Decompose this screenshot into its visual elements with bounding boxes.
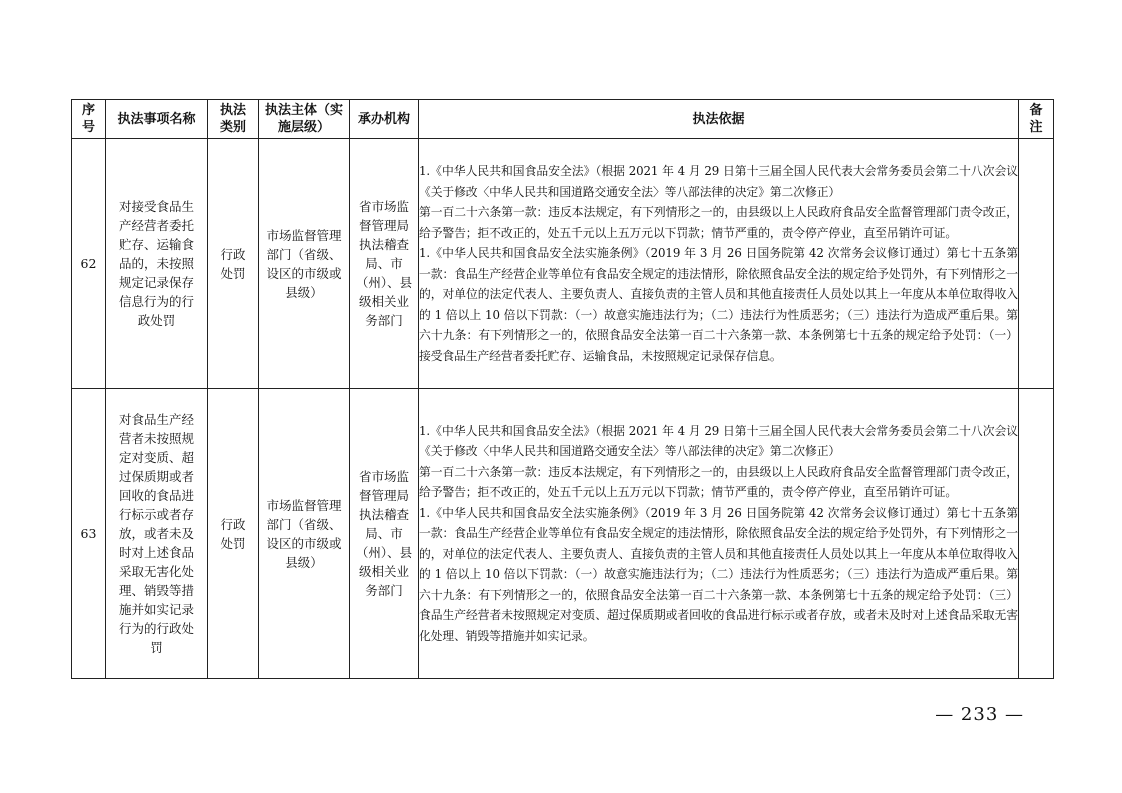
basis-paragraph: 1.《中华人民共和国食品安全法》（根据 2021 年 4 月 29 日第十三届全国人民代表大会常务委员会第二十八次会议《关于修改〈中华人民共和国道路交通安全法〉等八部法律的决定》第二次修正） <box>419 164 1018 199</box>
row-remark <box>1019 139 1054 389</box>
header-row <box>72 100 1054 139</box>
row-name: 对食品生产经营者未按照规定对变质、超过保质期或者回收的食品进行标示或者存放，或者未及时对上述食品采取无害化处理、销毁等措施并如实记录行为的行政处罚 <box>106 389 208 679</box>
page-number: — 233 — <box>935 704 1024 725</box>
basis-paragraph: 第一百二十六条第一款：违反本法规定，有下列情形之一的，由县级以上人民政府食品安全监督管理部门责令改正，给予警告；拒不改正的，处五千元以上五万元以下罚款；情节严重的，责令停产停业，直至吊销许可证。 <box>419 205 1018 240</box>
basis-paragraph: 1.《中华人民共和国食品安全法实施条例》（2019 年 3 月 26 日国务院第 42 次常务会议修订通过）第七十五条第一款：食品生产经营企业等单位有食品安全规定的违法情形，除依照食品安全法的规定给予处罚外，有下列情形之一的，对单位的法定代表人、主要负责人、直接负责的主管人员和其他直接责任人员处以其上一年度从本单位取得收入的 1 倍以上 10 倍以下罚款：（一）故意实施违法行为；（二）违法行为性质恶劣；（三）违法行为造成严重后果。第六十九条：有下列情形之一的，依照食品安全法第一百二十六条第一款、本条例第七十五条的规定给予处罚：（一）接受食品生产经营者委托贮存、运输食品，未按照规定记录保存信息。 <box>419 246 1018 363</box>
row-org: 省市场监督管理局执法稽查局、市（州）、县级相关业务部门 <box>350 139 419 389</box>
header-remark: 备注 <box>1019 100 1054 139</box>
row-seq: 63 <box>72 389 106 679</box>
row-type: 行政处罚 <box>208 139 259 389</box>
row-subject: 市场监督管理部门（省级、设区的市级或县级） <box>259 139 350 389</box>
row-subject: 市场监督管理部门（省级、设区的市级或县级） <box>259 389 350 679</box>
table-row <box>72 139 1054 389</box>
basis-paragraph: 第一百二十六条第一款：违反本法规定，有下列情形之一的，由县级以上人民政府食品安全监督管理部门责令改正，给予警告；拒不改正的，处五千元以上五万元以下罚款；情节严重的，责令停产停业，直至吊销许可证。 <box>419 464 1018 500</box>
header-type: 执法类别 <box>208 100 259 139</box>
row-org: 省市场监督管理局执法稽查局、市（州）、县级相关业务部门 <box>350 389 419 679</box>
row-basis <box>419 389 1019 679</box>
row-remark <box>1019 389 1054 679</box>
row-type: 行政处罚 <box>208 389 259 679</box>
enforcement-table <box>71 99 1054 679</box>
table-row <box>72 389 1054 679</box>
header-seq: 序号 <box>72 100 106 139</box>
header-basis: 执法依据 <box>419 100 1019 139</box>
header-org: 承办机构 <box>350 100 419 139</box>
basis-paragraph: 1.《中华人民共和国食品安全法》（根据 2021 年 4 月 29 日第十三届全国人民代表大会常务委员会第二十八次会议《关于修改〈中华人民共和国道路交通安全法〉等八部法律的决定》第二次修正） <box>419 423 1018 459</box>
row-name: 对接受食品生产经营者委托贮存、运输食品的，未按照规定记录保存信息行为的行政处罚 <box>106 139 208 389</box>
header-subject: 执法主体（实施层级） <box>259 100 350 139</box>
header-name: 执法事项名称 <box>106 100 208 139</box>
row-seq: 62 <box>72 139 106 389</box>
row-basis <box>419 139 1019 389</box>
basis-paragraph: 1.《中华人民共和国食品安全法实施条例》（2019 年 3 月 26 日国务院第 42 次常务会议修订通过）第七十五条第一款：食品生产经营企业等单位有食品安全规定的违法情形，除依照食品安全法的规定给予处罚外，有下列情形之一的，对单位的法定代表人、主要负责人、直接负责的主管人员和其他直接责任人员处以其上一年度从本单位取得收入的 1 倍以上 10 倍以下罚款：（一）故意实施违法行为；（二）违法行为性质恶劣；（三）违法行为造成严重后果。第六十九条：有下列情形之一的，依照食品安全法第一百二十六条第一款、本条例第七十五条的规定给予处罚：（三）食品生产经营者未按照规定对变质、超过保质期或者回收的食品进行标示或者存放，或者未及时对上述食品采取无害化处理、销毁等措施并如实记录。 <box>419 505 1018 643</box>
